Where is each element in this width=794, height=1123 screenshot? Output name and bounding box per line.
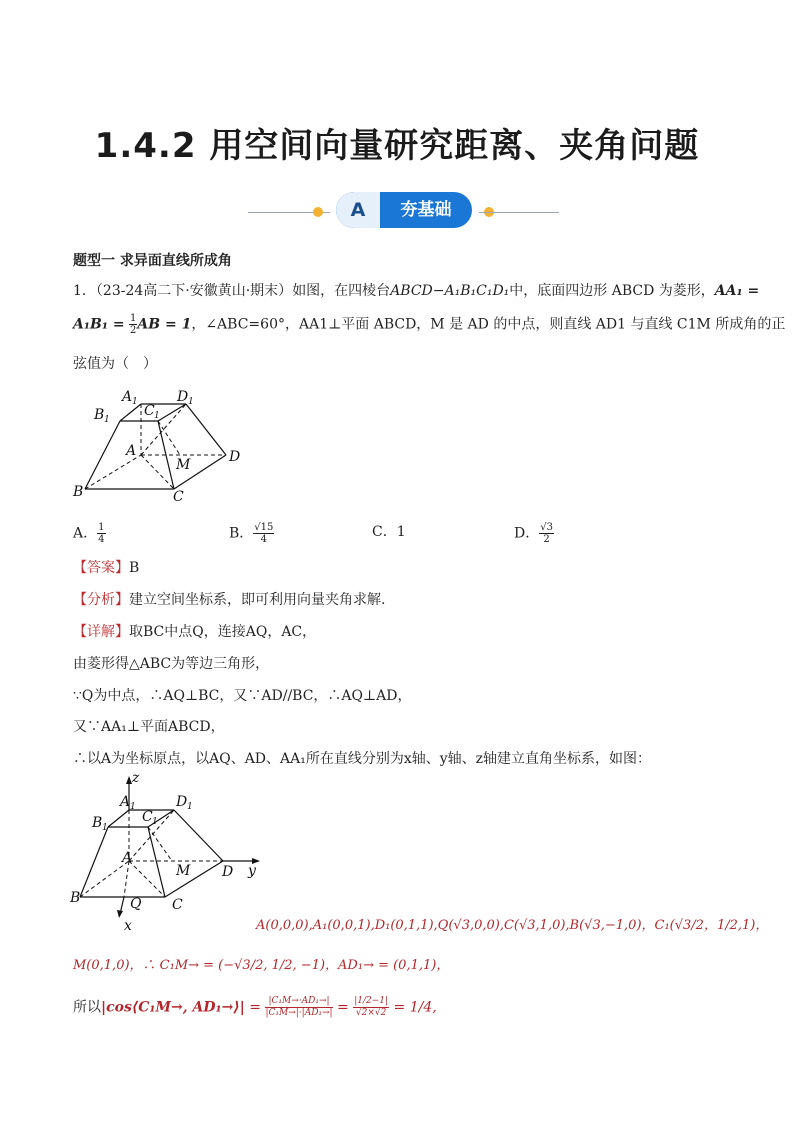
label2-A1: A	[120, 794, 131, 810]
banner-line-right	[479, 212, 559, 213]
coordinates-line: A(0,0,0),A₁(0,0,1),D₁(0,1,1),Q(√3,0,0),C(√3,1,0),B(√3,−1,0)，C₁(√3/2，1/2,1)，	[256, 918, 769, 933]
svg-text:1: 1	[188, 397, 194, 407]
option-d: D． $\frac{√3}{2}$	[514, 522, 553, 545]
label-A1: A	[122, 389, 133, 405]
label-D: D	[229, 449, 241, 465]
question-line-2: A₁B₁ = $\frac{1}{2}$ AB = 1，∠ABC=60°，AA1⊥平面 ABCD，M 是 AD 的中点，则直线 AD1 与直线 C1M 所成角的正	[73, 313, 786, 336]
detail-line-4: 又∵AA₁⊥平面ABCD，	[73, 719, 225, 735]
badge-label: 夯基础	[400, 200, 452, 220]
question-number: 1．	[73, 283, 96, 299]
label2-C1: C	[142, 809, 153, 825]
label2-D: D	[222, 864, 234, 880]
answer-line: 【答案】B	[73, 560, 140, 576]
detail-line-3: ∵Q为中点，∴AQ⊥BC，又∵AD//BC，∴AQ⊥AD，	[73, 688, 412, 704]
figure-frustum	[68, 383, 258, 508]
axis-x-label: x	[124, 918, 132, 934]
vectors-line: M(0,1,0)，∴ C₁M→ = (−√3/2, 1/2, −1)，AD₁→ = (0,1,1)，	[73, 958, 450, 973]
analysis-line: 【分析】建立空间坐标系，即可利用向量夹角求解.	[73, 592, 386, 608]
question-source: （23-24高二下·安徽黄山·期末）	[95, 283, 293, 299]
section-badge	[336, 192, 472, 228]
svg-text:1: 1	[102, 823, 108, 833]
svg-text:1: 1	[104, 415, 110, 425]
detail-line-5: ∴以A为坐标原点，以AQ、AD、AA₁所在直线分别为x轴、y轴、z轴建立直角坐标系，如图：	[73, 751, 652, 767]
label2-M: M	[176, 863, 191, 879]
label2-Q: Q	[130, 896, 142, 912]
label2-D1: D	[176, 794, 188, 810]
question-line-1: 1．（23-24高二下·安徽黄山·期末）如图，在四棱台ABCD−A₁B₁C₁D₁中，底面四边形 ABCD 为菱形，AA₁ =	[73, 283, 760, 299]
svg-text:1: 1	[154, 411, 160, 421]
svg-text:1: 1	[152, 817, 158, 827]
section-heading: 题型一 求异面直线所成角	[73, 253, 232, 269]
detail-line-1: 【详解】取BC中点Q，连接AQ，AC，	[73, 624, 317, 640]
label-B1: B	[94, 407, 105, 423]
label2-B: B	[70, 890, 81, 906]
figure-coordinate-system	[68, 772, 268, 937]
label-A: A	[126, 443, 137, 459]
solid-name: ABCD−A₁B₁C₁D₁	[390, 283, 510, 299]
label-C: C	[173, 489, 184, 505]
svg-text:1: 1	[132, 397, 138, 407]
cos-line: 所以|cos⟨C₁M→, AD₁→⟩| = $\frac{\text{|C₁M→·AD₁→|}}{\text{|C₁M→|·|AD₁→|}}$ = $\frac{|1/2-1|}{√2\times√2}$ = 1/4,	[73, 996, 437, 1018]
axis-y-label: y	[248, 863, 256, 879]
option-a: A． $\frac{1}{4}$	[73, 522, 105, 545]
badge-letter: A	[336, 192, 380, 228]
detail-line-2: 由菱形得△ABC为等边三角形，	[73, 656, 270, 672]
label2-A: A	[122, 850, 133, 866]
option-c: C．1	[372, 524, 406, 540]
axis-z-label: z	[132, 772, 140, 786]
svg-text:1: 1	[130, 802, 136, 812]
question-line-3: 弦值为（ ）	[73, 356, 157, 372]
label2-B1: B	[92, 815, 103, 831]
fraction-half: $\frac{1}{2}$	[130, 313, 137, 336]
page-title: 1.4.2 用空间向量研究距离、夹角问题	[94, 126, 700, 166]
label-D1: D	[177, 389, 189, 405]
option-b: B． $\frac{√15}{4}$	[229, 522, 274, 545]
svg-text:1: 1	[187, 802, 193, 812]
banner-dot-left	[313, 207, 323, 217]
label-C1: C	[144, 403, 155, 419]
label-M: M	[176, 457, 191, 473]
label2-C: C	[172, 897, 183, 913]
label-B: B	[73, 484, 84, 500]
